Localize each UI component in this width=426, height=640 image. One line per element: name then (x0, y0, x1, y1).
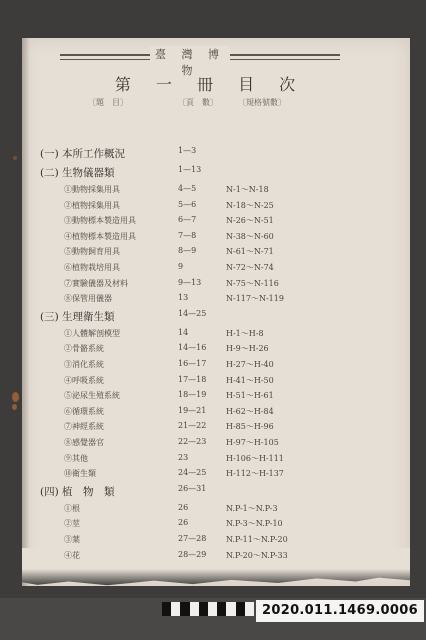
toc-item-row (0, 390, 380, 404)
toc-name: ⑤動物飼育用具 (64, 247, 120, 257)
toc-page: 5—6 (178, 199, 197, 209)
toc-code: N.P-1～N.P-3 (226, 503, 278, 513)
toc-item-row (0, 437, 380, 451)
toc-item-row (0, 534, 380, 548)
toc-page: 1—3 (178, 146, 197, 155)
col-header-code: 〔規格號數〕 (238, 98, 286, 107)
toc-name: ②莖 (64, 519, 80, 529)
toc-name: (三) 生理衛生類 (40, 310, 115, 323)
toc-name: ④植物標本製造用具 (64, 231, 136, 241)
toc-item-row (0, 503, 380, 517)
toc-code: H-1～H-8 (226, 328, 264, 338)
toc-name: ⑨其他 (64, 453, 88, 463)
toc-code: N-72～N-74 (226, 263, 274, 272)
toc-name: ①人體解剖模型 (64, 328, 120, 338)
toc-page: 13 (178, 293, 189, 303)
toc-name: (四) 植 物 類 (40, 485, 115, 498)
toc-page: 14 (178, 327, 189, 337)
toc-name: ⑩衛生類 (64, 469, 96, 479)
toc-page: 27—28 (178, 534, 207, 543)
toc-code: H-85～H-96 (226, 422, 274, 432)
toc-section-row (0, 146, 380, 160)
toc-item-row (0, 278, 380, 292)
toc-item-row (0, 468, 380, 482)
toc-code: H-51～H-61 (226, 391, 274, 401)
toc-code: N-26～N-51 (226, 216, 274, 226)
toc-item-row (0, 375, 380, 389)
toc-code: N.P-20～N.P-33 (226, 550, 288, 560)
toc-name: ①根 (64, 503, 80, 513)
toc-name: ⑦神經系統 (64, 422, 104, 432)
toc-code: H-106～H-111 (226, 453, 284, 463)
toc-code: N.P-3～N.P-10 (226, 519, 283, 529)
col-header-page: 〔頁 數〕 (178, 98, 218, 107)
toc-code: N-61～N-71 (226, 247, 274, 257)
toc-page: 14—16 (178, 343, 207, 353)
toc-name: ⑧保管用儀器 (64, 294, 112, 304)
toc-code: N-117～N-119 (226, 294, 284, 304)
toc-page: 8—9 (178, 246, 197, 256)
col-header-item: 〔題 目〕 (88, 98, 128, 107)
toc-code: N-38～N-60 (226, 231, 274, 241)
toc-item-row (0, 184, 380, 198)
toc-code: N-1～N-18 (226, 185, 269, 194)
toc-code: H-62～H-84 (226, 406, 274, 416)
toc-page: 16—17 (178, 359, 207, 368)
toc-name: ⑧感覺器官 (64, 438, 104, 447)
toc-item-row (0, 215, 380, 229)
toc-code: N.P-11～N.P-20 (226, 535, 288, 544)
toc-page: 9—13 (178, 277, 202, 287)
toc-name: (一) 本所工作概況 (40, 148, 126, 160)
toc-name: ③動物標本製造用具 (64, 216, 136, 226)
toc-item-row (0, 343, 380, 357)
toc-page: 24—25 (178, 468, 207, 478)
toc-name: ④花 (64, 550, 80, 560)
toc-item-row (0, 518, 380, 532)
toc-page: 26—31 (178, 483, 207, 493)
toc-item-row (0, 200, 380, 214)
header-banner (40, 48, 340, 77)
toc-name: ③葉 (64, 535, 80, 544)
toc-code: H-9～H-26 (226, 344, 269, 354)
toc-code: N-75～N-116 (226, 278, 279, 288)
toc-code: H-41～H-50 (226, 375, 274, 385)
toc-page: 1—13 (178, 165, 202, 174)
toc-item-row (0, 453, 380, 467)
toc-page: 21—22 (178, 421, 207, 431)
toc-page: 18—19 (178, 390, 207, 400)
toc-page: 26 (178, 518, 189, 528)
page-title: 第 一 冊 目 次 (114, 75, 306, 94)
toc-page: 28—29 (178, 549, 207, 559)
toc-page: 9 (178, 262, 184, 271)
toc-section-row (0, 484, 380, 498)
toc-item-row (0, 550, 380, 564)
toc-page: 19—21 (178, 405, 207, 415)
toc-name: ⑤泌尿生殖系統 (64, 391, 120, 401)
toc-name: ①動物採集用具 (64, 185, 120, 194)
toc-page: 7—8 (178, 230, 197, 240)
toc-name: ②骨骼系統 (64, 344, 104, 354)
toc-page: 17—18 (178, 374, 207, 384)
toc-name: ⑦實驗儀器及材料 (64, 278, 128, 288)
toc-page: 4—5 (178, 184, 197, 193)
toc-name: ③消化系統 (64, 360, 104, 369)
toc-item-row (0, 406, 380, 420)
toc-code: H-27～H-40 (226, 360, 274, 369)
toc-page: 22—23 (178, 437, 207, 446)
toc-name: ②植物採集用具 (64, 200, 120, 210)
toc-code: H-112～H-137 (226, 469, 284, 479)
toc-item-row (0, 293, 380, 307)
toc-page: 26 (178, 502, 189, 512)
toc-item-row (0, 359, 380, 373)
toc-name: ④呼吸系統 (64, 375, 104, 385)
toc-section-row (0, 309, 380, 323)
toc-item-row (0, 421, 380, 435)
toc-page: 14—25 (178, 308, 207, 318)
toc-item-row (0, 328, 380, 342)
toc-item-row (0, 231, 380, 245)
toc-code: N-18～N-25 (226, 200, 274, 210)
catalog-number-label: 2020.011.1469.0006 (256, 600, 424, 622)
toc-name: ⑥循環系統 (64, 406, 104, 416)
toc-name: ⑥植物栽培用具 (64, 263, 120, 272)
toc-page: 23 (178, 452, 189, 462)
toc-item-row (0, 246, 380, 260)
toc-section-row (0, 165, 380, 179)
toc-name: (二) 生物儀器類 (40, 167, 115, 179)
toc-code: H-97～H-105 (226, 438, 279, 447)
scale-ruler (162, 602, 254, 616)
toc-item-row (0, 262, 380, 276)
header-text: 臺 灣 博 物 (150, 46, 230, 78)
toc-page: 6—7 (178, 215, 197, 225)
